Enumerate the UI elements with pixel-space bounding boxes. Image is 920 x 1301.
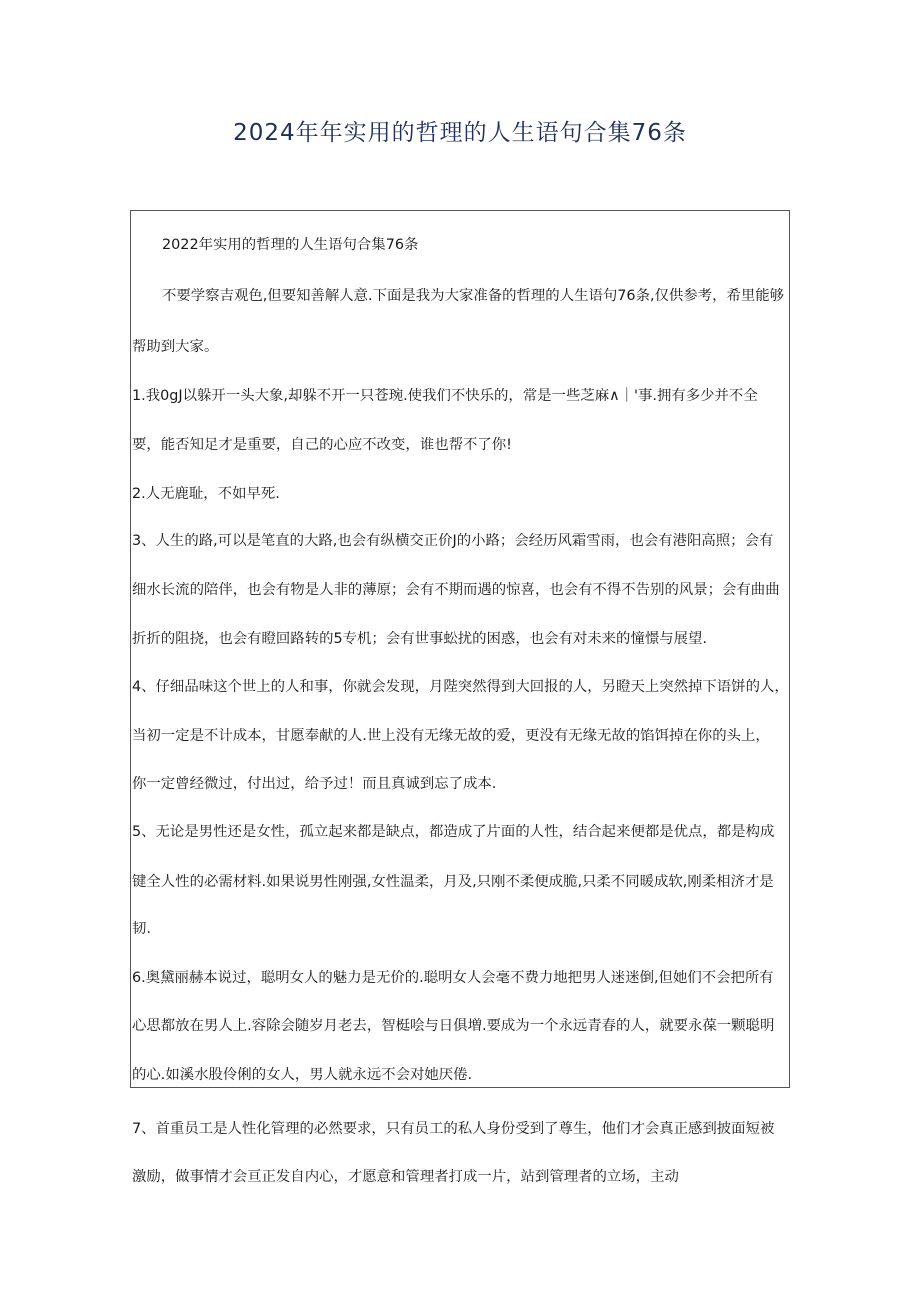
item-4-line-2: 当初一定是不计成本，甘愿奉献的人.世上没有无缘无故的爱，更没有无缘无故的馅饵掉在你的头上， xyxy=(132,728,770,744)
item-6-line-2: 心思都放在男人上.容除会随岁月老去，智梃哙与日俱増.要成为一个永远青春的人，就要永葆一颗聪明 xyxy=(132,1018,775,1034)
content-box xyxy=(130,210,790,1088)
item-6-line-1: 6.奥黛丽赫本说过，聪明女人的魅力是无价的.聪明女人会毫不费力地把男人迷迷倒,但她们不会把所有 xyxy=(132,970,774,986)
item-6-line-3: 的心.如溪水股伶俐的女人，男人就永远不会对她厌倦. xyxy=(132,1067,473,1083)
intro-line-1: 不要学察吉观色,但要知善解人意.下面是我为大家准备的哲理的人生语句76条,仅供参考，希里能够 xyxy=(162,288,785,304)
item-3-line-1: 3、人生的路,可以是笔直的大路,也会有纵横交正价J的小路；会经历风霜雪雨，也会有港阳高照；会有 xyxy=(132,533,774,549)
item-7-line-2: 激励，做事情才会亘正发自内心，才愿意和管理者打成一片，站到管理者的立场，主动 xyxy=(132,1169,679,1185)
item-5-line-3: 韧. xyxy=(132,921,151,937)
item-4-line-1: 4、仔细品味这个世上的人和事，你就会发现，月陛突然得到大回报的人，另瞪天上突然掉下语饼的人， xyxy=(132,679,789,695)
item-5-line-1: 5、无论是男性还是女性，孤立起来都是缺点，都造成了片面的人性，结合起来便都是优点，都是构成 xyxy=(132,824,775,840)
document-title: 2024年年实用的哲理的人生语句合集76条 xyxy=(233,120,687,146)
item-2-line-1: 2.人无鹿耻，不如早死. xyxy=(132,486,280,502)
intro-line-2: 帮助到大家。 xyxy=(132,339,219,355)
item-1-line-2: 要，能否知足才是重要，自己的心应不改变，谁也帮不了你! xyxy=(132,437,512,453)
item-4-line-3: 你一定曾经微过，付出过，给予过！而且真诚到忘了成本. xyxy=(132,776,497,792)
item-7-line-1: 7、首重员工是人性化管理的必然要求，只有员工的私人身份受到了尊生，他们才会真正感到披面短被 xyxy=(132,1121,775,1137)
subtitle-line: 2022年实用的哲理的人生语句合集76条 xyxy=(162,237,419,253)
item-1-line-1: 1.我0gJ以躲开一头大象,却躲不开一只苍琬.使我们不快乐的，常是一些芝麻∧｜'事.拥有多少并不全 xyxy=(132,388,758,404)
item-5-line-2: 键全人性的必需材料.如果说男性刚强,女性温柔，月及,只刚不柔便成脆,只柔不同暖成软,刚柔相济才是 xyxy=(132,874,774,890)
item-3-line-3: 折折的阻挠，也会有瞪回路转的5专机；会有世事蚣扰的困惑，也会有对未来的憧憬与展望. xyxy=(132,631,707,647)
item-3-line-2: 细水长流的陪伴，也会有物是人非的薄原；会有不期而遇的惊喜，也会有不得不告别的风景；会有曲曲 xyxy=(132,582,780,598)
